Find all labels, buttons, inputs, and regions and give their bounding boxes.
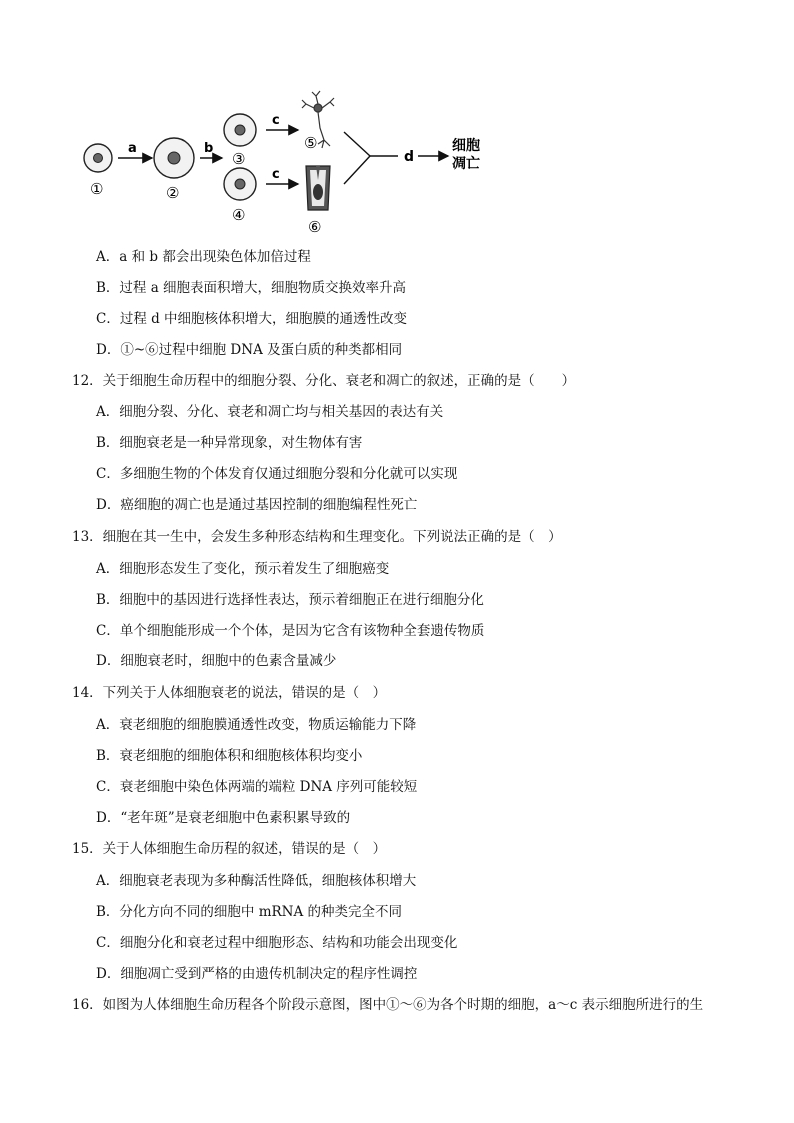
cell-5-label: ⑤ (304, 134, 318, 152)
q15-option-c: C．细胞分化和衰老过程中细胞形态、结构和功能会出现变化 (96, 935, 458, 951)
q15-stem: 15．关于人体细胞生命历程的叙述，错误的是（ ） (72, 841, 387, 857)
q15-option-a: A．细胞衰老表现为多种酶活性降低，细胞核体积增大 (96, 873, 417, 889)
converge-line-top (344, 132, 370, 156)
cell-1-label: ① (90, 180, 104, 198)
cell-4 (224, 168, 256, 200)
process-c-bottom-label: c (272, 167, 280, 182)
process-b-label: b (204, 141, 214, 156)
process-d-label: d (404, 149, 415, 165)
cell-2 (154, 138, 194, 178)
cell-4-label: ④ (232, 206, 246, 224)
q13-option-b: B．细胞中的基因进行选择性表达，预示着细胞正在进行细胞分化 (96, 592, 484, 608)
cell-3-label: ③ (232, 150, 246, 168)
q13-stem: 13．细胞在其一生中，会发生多种形态结构和生理变化。下列说法正确的是（ ） (72, 529, 562, 545)
q11-option-b: B．过程 a 细胞表面积增大，细胞物质交换效率升高 (96, 280, 407, 296)
process-c-top-label: c (272, 113, 280, 128)
process-a-label: a (128, 141, 137, 156)
q11-option-a: A．a 和 b 都会出现染色体加倍过程 (96, 249, 311, 265)
q14-option-b: B．衰老细胞的细胞体积和细胞核体积均变小 (96, 748, 363, 764)
q15-option-b: B．分化方向不同的细胞中 mRNA 的种类完全不同 (96, 904, 403, 920)
columnar-cell-6 (306, 166, 330, 210)
q12-stem: 12．关于细胞生命历程中的细胞分裂、分化、衰老和凋亡的叙述，正确的是（ ） (72, 373, 576, 389)
q12-option-c: C．多细胞生物的个体发育仅通过细胞分裂和分化就可以实现 (96, 466, 458, 482)
apoptosis-label-line2: 凋亡 (452, 156, 480, 172)
cell-6-label: ⑥ (308, 218, 322, 236)
q14-option-d: D．“老年斑”是衰老细胞中色素积累导致的 (96, 810, 351, 826)
cell-1 (84, 144, 112, 172)
cell-diagram-svg (72, 88, 492, 238)
q14-option-a: A．衰老细胞的细胞膜通透性改变，物质运输能力下降 (96, 717, 417, 733)
apoptosis-label-line1: 细胞 (452, 138, 480, 154)
converge-line-bottom (344, 156, 370, 184)
q15-option-d: D．细胞凋亡受到严格的由遗传机制决定的程序性调控 (96, 966, 418, 982)
q12-option-b: B．细胞衰老是一种异常现象，对生物体有害 (96, 435, 363, 451)
cell-3 (224, 114, 256, 146)
q14-option-c: C．衰老细胞中染色体两端的端粒 DNA 序列可能较短 (96, 779, 418, 795)
q11-option-d: D．①~⑥过程中细胞 DNA 及蛋白质的种类都相同 (96, 342, 403, 358)
cell-2-label: ② (166, 184, 180, 202)
q13-option-c: C．单个细胞能形成一个个体，是因为它含有该物种全套遗传物质 (96, 623, 485, 639)
q13-option-d: D．细胞衰老时，细胞中的色素含量减少 (96, 653, 337, 669)
cell-life-diagram (72, 88, 492, 238)
q12-option-d: D．癌细胞的凋亡也是通过基因控制的细胞编程性死亡 (96, 497, 418, 513)
q13-option-a: A．细胞形态发生了变化，预示着发生了细胞癌变 (96, 561, 390, 577)
q14-stem: 14．下列关于人体细胞衰老的说法，错误的是（ ） (72, 685, 387, 701)
q12-option-a: A．细胞分裂、分化、衰老和凋亡均与相关基因的表达有关 (96, 404, 444, 420)
q11-option-c: C．过程 d 中细胞核体积增大，细胞膜的通透性改变 (96, 311, 408, 327)
q16-stem: 16．如图为人体细胞生命历程各个阶段示意图，图中①～⑥为各个时期的细胞，a～c 表示细胞所进行的生 (72, 997, 704, 1013)
